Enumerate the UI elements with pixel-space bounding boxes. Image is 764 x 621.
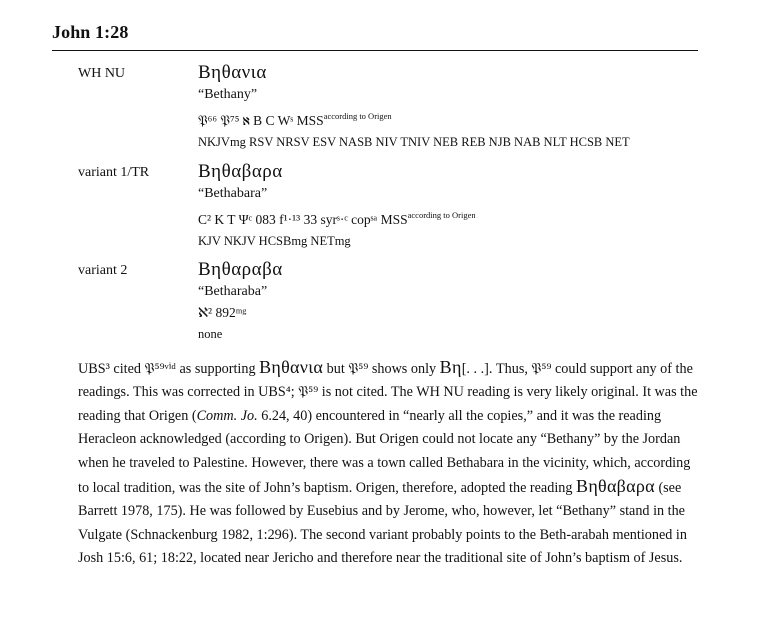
version-support: KJV NKJV HCSBmg NETmg	[198, 234, 351, 248]
greek-inline: Βη	[439, 357, 462, 377]
reading-gloss: “Betharaba”	[198, 284, 268, 299]
origen-note: according to Origen	[323, 111, 392, 121]
reading-entry	[198, 62, 630, 151]
commentary-paragraph: UBS³ cited 𝔓⁵⁹ᵛⁱᵈ as supporting Βηθανια but 𝔓⁵⁹ shows only Βη[. . .]. Thus, 𝔓⁵⁹ could support any of the readings. This was corrected in UBS⁴; 𝔓⁵⁹ is not cited. The WH NU reading is very likely original. It was the reading that Origen (Comm. Jo. 6.24, 40) encountered in “nearly all the copies,” and it was the reading Heracleon acknowledged (according to Origen). But Origen could not locate any “Bethany” by the Jordan when he traveled to Palestine. However, there was a town called Bethabara in the vicinity, which, according to local tradition, was the site of John’s baptism. Origen, therefore, adopted the reading Βηθαβαρα (see Barrett 1978, 175). He was followed by Eusebius and by Jerome, who, however, let “Bethany” stand in the Vulgate (Schnackenburg 1982, 1:296). The second variant probably points to the Beth-arabah mentioned in Josh 15:6, 61; 18:22, located near Jericho and therefore near the traditional site of John’s baptism of Jesus.	[78, 357, 698, 567]
reading-gloss: “Bethabara”	[198, 186, 268, 201]
greek-reading: Βηθαραβα	[198, 259, 283, 280]
manuscript-witnesses: C² K T Ψᶜ 083 f¹·¹³ 33 syrˢ·ᶜ copˢᵃ $MSS^{according to Origen}$	[198, 210, 476, 227]
heading-rule	[52, 50, 698, 51]
work-title: Comm. Jo.	[196, 407, 258, 424]
version-support: NKJVmg RSV NRSV ESV NASB NIV TNIV NEB REB NJB NAB NLT HCSB NET	[198, 135, 630, 149]
passage-heading: John 1:28	[52, 22, 129, 42]
greek-inline: Βηθαβαρα	[576, 476, 655, 497]
reading-gloss: “Bethany”	[198, 87, 258, 102]
manuscript-witnesses: ℵ² 892ᵐᵍ	[198, 305, 247, 320]
reading-label: WH NU	[78, 66, 126, 81]
reading-label: variant 1/TR	[78, 165, 150, 180]
manuscript-witnesses: 𝔓⁶⁶ 𝔓⁷⁵ ℵ B C Wˢ $MSS^{according to Origen}$	[198, 111, 392, 128]
reading-label: variant 2	[78, 263, 128, 278]
origen-note: according to Origen	[407, 210, 476, 220]
version-support: none	[198, 327, 223, 341]
reading-entry	[198, 161, 476, 250]
greek-reading: Βηθαβαρα	[198, 161, 283, 182]
reading-entry	[198, 259, 283, 343]
greek-inline: Βηθανια	[259, 357, 324, 377]
greek-reading: Βηθανια	[198, 62, 267, 83]
